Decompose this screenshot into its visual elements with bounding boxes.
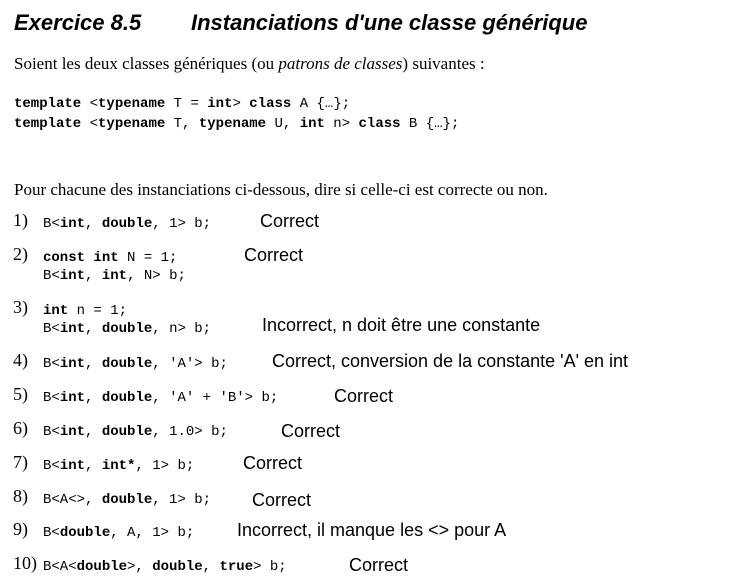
item-answer: Correct, conversion de la constante 'A' en int — [272, 351, 629, 371]
code-text: , 1> b; — [152, 492, 212, 508]
item-answer: Correct — [244, 245, 304, 265]
item-code-line — [43, 216, 211, 232]
code-text: >, — [127, 559, 153, 575]
code-keyword: typename — [98, 116, 166, 132]
code-text: n> — [324, 116, 359, 132]
exercise-title: Instanciations d'une classe générique — [191, 10, 588, 35]
code-text: > b; — [253, 559, 287, 575]
code-text: T = — [165, 96, 208, 112]
code-keyword: double — [101, 390, 153, 406]
code-keyword: int — [59, 216, 86, 232]
code-keyword: class — [358, 116, 401, 132]
intro-before: Soient les deux classes génériques (ou — [14, 54, 279, 73]
item-code-line — [43, 525, 194, 541]
code-text: , A, 1> b; — [110, 525, 195, 541]
code-text: , N> b; — [127, 268, 186, 284]
item-answer: Correct — [281, 421, 341, 441]
code-text: B< — [43, 216, 60, 232]
code-text: > — [232, 96, 250, 112]
code-text: B< — [43, 390, 60, 406]
code-text: < — [81, 116, 99, 132]
item-number: 1) — [13, 210, 28, 230]
intro-emphasis: patrons de classes — [278, 54, 403, 73]
item-answer: Correct — [260, 211, 320, 231]
code-text: , — [85, 390, 102, 406]
exercise-number: Exercice 8.5 — [14, 10, 142, 35]
item-number: 4) — [13, 350, 28, 370]
code-text: B<A< — [43, 559, 77, 575]
code-keyword: double — [101, 424, 153, 440]
item-code-line — [43, 303, 127, 319]
item-number: 2) — [13, 244, 28, 264]
item-code-line — [43, 559, 287, 575]
code-keyword: int — [59, 268, 86, 284]
code-keyword: const — [43, 250, 86, 266]
code-keyword: int* — [101, 458, 136, 474]
code-text: B {…}; — [400, 116, 460, 132]
code-text: , — [85, 321, 102, 337]
code-text: , — [202, 559, 220, 575]
code-text: , — [85, 268, 102, 284]
code-text: , — [85, 424, 102, 440]
item-number: 7) — [13, 452, 28, 472]
code-keyword: double — [101, 216, 153, 232]
item-answer: Incorrect, il manque les <> pour A — [237, 520, 507, 540]
item-code-line — [43, 424, 228, 440]
code-text: < — [81, 96, 99, 112]
code-text: B< — [43, 424, 60, 440]
code-keyword: double — [101, 321, 153, 337]
intro-after: ) suivantes : — [402, 54, 485, 73]
code-text: U, — [266, 116, 300, 132]
code-text: , — [85, 356, 102, 372]
code-keyword: int — [59, 424, 86, 440]
code-text: B< — [43, 458, 60, 474]
template-line-a — [14, 96, 350, 112]
code-text: B<A<>, — [43, 492, 102, 508]
code-keyword: int — [299, 116, 325, 132]
item-answer: Correct — [349, 555, 409, 575]
code-keyword: true — [219, 559, 254, 575]
code-text: B< — [43, 525, 60, 541]
code-keyword: double — [59, 525, 111, 541]
item-code-line — [43, 321, 211, 337]
item-code-line — [43, 268, 186, 284]
code-text: B< — [43, 268, 60, 284]
code-keyword: typename — [98, 96, 166, 112]
code-text: T, — [165, 116, 199, 132]
template-line-b — [14, 116, 459, 132]
code-keyword: int — [59, 356, 86, 372]
code-keyword: int — [59, 390, 86, 406]
code-keyword: double — [152, 559, 203, 575]
code-text: N = 1; — [118, 250, 178, 266]
item-code-line — [43, 492, 211, 508]
item-code-line — [43, 390, 278, 406]
item-number: 3) — [13, 297, 28, 317]
code-text: , 'A'> b; — [152, 356, 228, 372]
code-text: , n> b; — [152, 321, 212, 337]
intro-text — [14, 54, 485, 74]
code-keyword: int — [93, 250, 119, 266]
item-number: 6) — [13, 418, 28, 438]
code-keyword: int — [59, 458, 86, 474]
code-text: B< — [43, 356, 60, 372]
code-keyword: int — [101, 268, 128, 284]
item-answer: Correct — [334, 386, 394, 406]
item-code-line — [43, 356, 228, 372]
code-text: , 1> b; — [135, 458, 195, 474]
code-keyword: int — [207, 96, 233, 112]
item-number: 5) — [13, 384, 28, 404]
item-number: 9) — [13, 519, 28, 539]
question-text: Pour chacune des instanciations ci-dessous, dire si celle-ci est correcte ou non. — [14, 180, 548, 199]
code-keyword: double — [76, 559, 128, 575]
item-answer: Incorrect, n doit être une constante — [262, 315, 541, 335]
item-code-line — [43, 250, 177, 266]
code-keyword: double — [101, 356, 153, 372]
code-text: n = 1; — [68, 303, 128, 319]
code-text: , — [85, 216, 102, 232]
code-text: , 'A' + 'B'> b; — [152, 390, 279, 406]
code-text: A {…}; — [291, 96, 351, 112]
code-keyword: template — [14, 116, 82, 132]
code-text: , — [85, 458, 102, 474]
code-keyword: class — [249, 96, 292, 112]
code-keyword: double — [101, 492, 153, 508]
item-answer: Correct — [252, 490, 312, 510]
code-text: B< — [43, 321, 60, 337]
code-keyword: template — [14, 96, 82, 112]
code-keyword: typename — [198, 116, 267, 132]
item-number: 10) — [13, 553, 37, 573]
code-keyword: int — [43, 303, 69, 319]
item-number: 8) — [13, 486, 28, 506]
item-answer: Correct — [243, 453, 303, 473]
code-keyword: int — [59, 321, 86, 337]
code-text: , 1> b; — [152, 216, 212, 232]
code-text: , 1.0> b; — [152, 424, 228, 440]
item-code-line — [43, 458, 194, 474]
